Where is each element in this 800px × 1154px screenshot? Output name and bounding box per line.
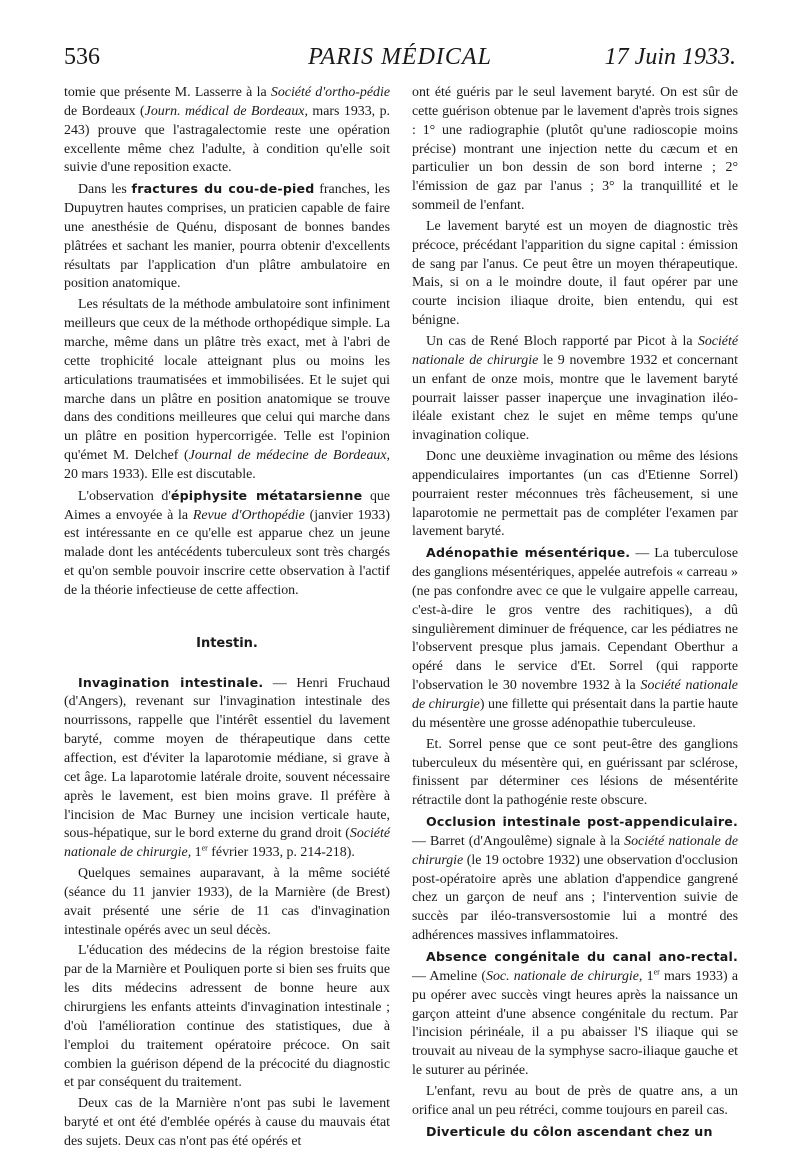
paragraph: L'enfant, revu au bout de près de quatre ans, a un orifice anal un peu rétréci, comme toujours en pareil cas.	[412, 1083, 738, 1118]
left-column	[64, 84, 390, 1154]
paragraph: Invagination intestinale. — Henri Fruchaud (d'Angers), revenant sur l'invagination intestinale des nourrissons, rappelle que l'intérêt essentiel du lavement baryté, comme moyen de thérapeutique dans cette affection, est d'éviter la laparotomie médiane, si grave à cet âge. La laparotomie latérale droite, souvent nécessaire après le lavement, est bien moins grave. Il préfère à l'incision de Mac Burney une incision verticale haute, sous-hépatique, sur le bord externe du grand droit (Société nationale de chirurgie, 1er février 1933, p. 214-218).	[64, 674, 390, 861]
topic-heading: Adénopathie mésentérique.	[426, 545, 631, 561]
right-column	[412, 84, 738, 1144]
paragraph: Dans les fractures du cou-de-pied franches, les Dupuytren hautes comprises, un praticien capable de faire une anesthésie de Quénu, disposant de bonnes bandes plâtrées et sachant les manier, pourra obtenir d'excellents résultats par l'application d'un plâtre ambulatoire en position anatomique.	[64, 181, 390, 292]
page-number: 536	[64, 44, 100, 70]
section-heading: Intestin.	[196, 635, 258, 651]
running-header	[64, 38, 736, 78]
paragraph: Adénopathie mésentérique. — La tuberculose des ganglions mésentériques, appelée autrefois « carreau » (ne pas confondre avec ce que le vulgaire appelle carreau, c'est-à-dire le gros ventre des rachitiques), a dû singulièrement diminuer de fréquence, car les pédiatres ne l'observent presque plus jamais. Cependant Oberthur a opéré dans le service d'Et. Sorrel (qui rapporte l'observation le 30 novembre 1932 à la Société nationale de chirurgie) une fillette qui présentait dans la partie haute du mésentère une grosse adénopathie tuberculeuse.	[412, 545, 739, 731]
paragraph: Occlusion intestinale post-appendiculaire. — Barret (d'Angoulême) signale à la Société nationale de chirurgie (le 19 octobre 1932) une observation d'occlusion post-opératoire après une ablation d'appendice gangrené chez un garçon de neuf ans ; l'intervention suivie de succès par iléo-transversostomie lui a montré des adhérences massives inflammatoires.	[412, 814, 738, 944]
issue-date: 17 Juin 1933.	[604, 44, 736, 70]
paragraph: tomie que présente M. Lasserre à la Société d'ortho-pédie de Bordeaux (Journ. médical de Bordeaux, mars 1933, p. 243) prouve que l'astragalectomie reste une opération excellente même chez l'adulte, à condition qu'elle soit suivie d'une reposition exacte.	[64, 85, 390, 176]
paragraph: Et. Sorrel pense que ce sont peut-être des ganglions tuberculeux du mésentère qui, en guérissant par sclérose, finissent par déterminer ces lésions de mésentérite rétractile dont la pathogénie reste obscure.	[412, 736, 738, 809]
topic-heading: épiphysite métatarsienne	[170, 487, 363, 503]
topic-heading: Absence congénitale du canal ano-rectal.	[426, 948, 738, 964]
topic-heading: Occlusion intestinale post-appendiculaire.	[426, 814, 738, 830]
paragraph: Un cas de René Bloch rapporté par Picot à la Société nationale de chirurgie le 9 novembre 1932 et concernant un enfant de onze mois, montre que le lavement baryté pourrait laisser passer inaperçue une invagination iléo-iléale existant chez le sujet en même temps qu'une invagination colique.	[412, 333, 738, 444]
paragraph: Le lavement baryté est un moyen de diagnostic très précoce, précédant l'apparition du signe capital : émission de sang par l'anus. Ce peut être un moyen thérapeutique. Mais, si on a le moindre doute, il faut opérer par une courte incision iliaque droite, bien entendu, qui est bénigne.	[412, 218, 738, 329]
paragraph: ont été guéris par le seul lavement baryté. On est sûr de cette guérison obtenue par le lavement d'après trois signes : 1° une radiographie (plutôt qu'une radioscopie moins précise) montrant une injection nette du cæcum et en particulier un bon dessin de son bord interne ; 2° l'émission de gaz par l'anus ; 3° la tranquillité et le sommeil de l'enfant.	[412, 85, 738, 214]
paragraph: L'observation d'épiphysite métatarsienne que Aimes a envoyée à la Revue d'Orthopédie (janvier 1933) est intéressante en ce qu'elle est apparue chez un jeune malade dont les antécédents tuberculeux sont très chargés et qu'on semble pouvoir inscrire cette observation à l'actif de la théorie infectieuse de cette affection.	[64, 487, 391, 598]
paragraph: Les résultats de la méthode ambulatoire sont infiniment meilleurs que ceux de la méthode orthopédique simple. La marche, même dans un plâtre très exact, met à l'abri de cette trophicité locale atteignant plus ou moins les articulations traumatisées et immobilisées. Et le sujet qui marche dans un plâtre en position anatomique se trouve dans des conditions meilleures que celui qui marche dans un plâtre en position hypercorrigée. Telle est l'opinion qu'émet M. Delchef (Journal de médecine de Bordeaux, 20 mars 1933). Elle est discutable.	[64, 297, 390, 482]
journal-title: PARIS MÉDICAL	[308, 44, 492, 70]
topic-heading: Diverticule du côlon ascendant chez un	[426, 1123, 713, 1139]
topic-heading: fractures du cou-de-pied	[131, 181, 315, 197]
paragraph: Quelques semaines auparavant, à la même société (séance du 11 janvier 1933), de la Marnière (de Brest) avait présenté une série de 11 cas d'invagination intestinale opérés avec un seul décès.	[64, 866, 390, 938]
paragraph	[412, 1123, 738, 1143]
paragraph: Donc une deuxième invagination ou même des lésions appendiculaires importantes (un cas d'Etienne Sorrel) pourraient rester méconnues très fâcheusement, si une laparotomie ne permettait pas de compléter l'examen par lavement baryté.	[412, 449, 738, 540]
paragraph: Deux cas de la Marnière n'ont pas subi le lavement baryté et ont été d'emblée opérés à cause du mauvais état des sujets. Deux cas n'ont pas été opérés et	[64, 1096, 390, 1149]
paragraph: L'éducation des médecins de la région brestoise faite par de la Marnière et Pouliquen porte si bien ses fruits que les dits médecins adressent de bonne heure aux chirurgiens les enfants atteints d'invagination intestinale ; d'où l'amélioration continue des statistiques, due à l'emploi du traitement opératoire précoce. On sait combien la guérison dépend de la précocité du diagnostic et par conséquent du traitement.	[64, 943, 390, 1091]
paragraph: Absence congénitale du canal ano-rectal. — Ameline (Soc. nationale de chirurgie, 1er mars 1933) a pu opérer avec succès vingt heures après la naissance un garçon atteint d'une absence congénitale du rectum. Par l'incision périnéale, il a pu abaisser l'S iliaque qui se trouvait au niveau de la symphyse sacro-iliaque gauche et le suturer au périnée.	[412, 948, 739, 1079]
topic-heading: Invagination intestinale.	[78, 674, 264, 690]
